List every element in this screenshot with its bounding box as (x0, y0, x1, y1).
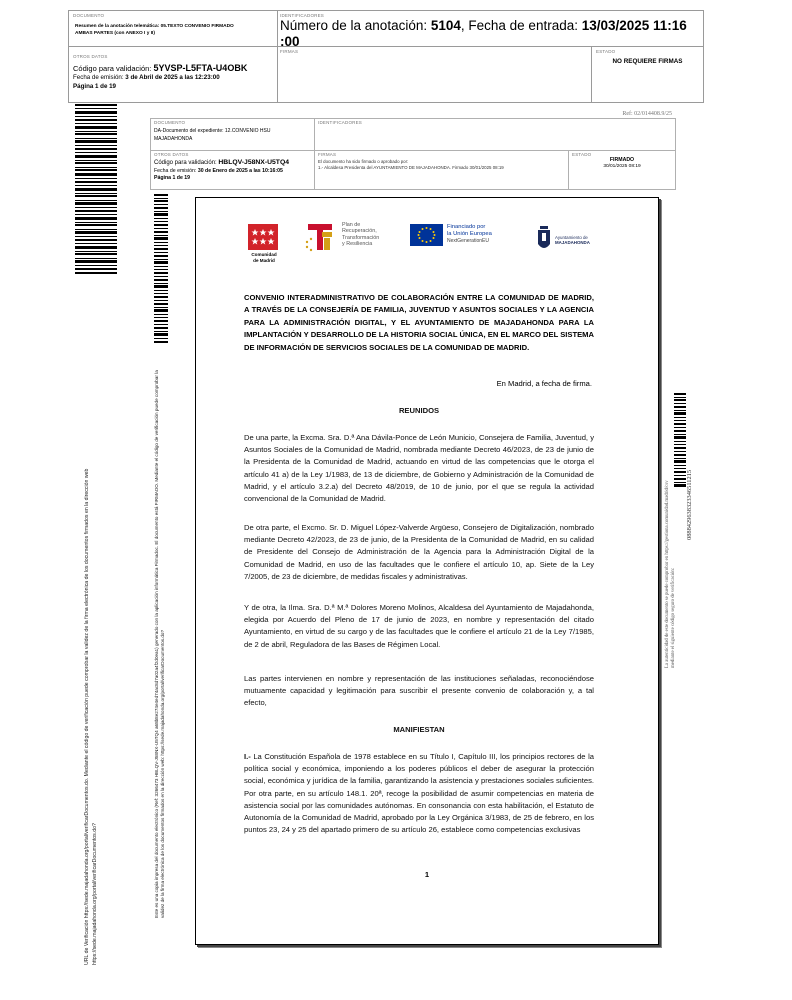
ayto-text (555, 235, 590, 245)
ident-date: 13/03/2025 11:16 (581, 18, 687, 33)
madrid-line1: Comunidad (251, 252, 277, 257)
inner-verification-text: Este es una copia impresa del documento electrónico (Ref: 3266473 HBLQV-J58NX-U5TQ4 a68b8e274e4ed74ac8d7a02a4f2d0ea1) generado con la aplicación informática Firmadoc. El documento está FIRMADO. Mediante el código de verificación puede comprobar la validez de la firma electrónica de los documentos firmados en la dirección web: https://sede.majadahonda.org/portal/verificarDocumentos.do? (154, 370, 165, 918)
eu-text (447, 224, 492, 245)
inner-codigo: HBLQV-J58NX-U5TQ4 (218, 159, 290, 166)
eu-line2: la Unión Europea (447, 231, 492, 237)
outer-codigo-line (73, 64, 278, 73)
inner-otros-label: OTROS DATOS (154, 152, 189, 157)
emision-prefix: Fecha de emisión: (73, 74, 126, 81)
madrid-logo (244, 224, 284, 268)
document-title: CONVENIO INTERADMINISTRATIVO DE COLABORACIÓN ENTRE LA COMUNIDAD DE MADRID, A TRAVÉS DE LA CONSEJERÍA DE FAMILIA, JUVENTUD Y ASUNTOS SOCIALES Y LA AGENCIA PARA LA ADMINISTRACIÓN DIGITAL, Y EL AYUNTAMIENTO DE MAJADAHONDA PARA LA IMPLANTACIÓN Y DESARROLLO DE LA HISTORIA SOCIAL ÚNICA, EN EL MARCO DEL SISTEMA DE INFORMACIÓN DE SERVICIOS SOCIALES DE LA COMUNIDAD DE MADRID. (244, 293, 594, 352)
paragraph-4: Las partes intervienen en nombre y representación de las instituciones señaladas, reconociéndose mutuamente capacidad y legitimación para suscribir el presente convenio de colaboración y, a tal efecto, (244, 674, 594, 708)
codigo-prefix: Código para validación: (73, 64, 154, 73)
paragraph-5 (244, 751, 594, 836)
page-number: 1 (424, 870, 430, 879)
outer-firmas-label: FIRMAS (280, 49, 299, 54)
inner-codigo-prefix: Código para validación: (154, 160, 219, 166)
inner-firmas-detail: 1.- Alcaldesa Presidenta del AYUNTAMIENTO DE MAJADAHONDA. Firmado 30/01/2025 08:19 (318, 165, 504, 170)
inner-ident-cell (314, 111, 676, 151)
prtr-line2: Recuperación, (342, 228, 377, 235)
outer-estado: NO REQUIERE FIRMAS (612, 58, 683, 65)
outer-estado-cell (591, 46, 704, 103)
madrid-flag-icon (248, 224, 278, 250)
outer-verification-url: URL de Verificación https://sede.majadahonda.org/portal/verificarDocumentos.do. Mediante el código de verificación puede comprobar la validez de la firma electrónica de los documentos firmados en la dirección web (84, 468, 90, 965)
prtr-line1: Plan de (342, 222, 361, 228)
place-date: En Madrid, a fecha de firma. (496, 379, 592, 388)
ayto-line2: MAJADAHONDA (555, 240, 590, 246)
inner-documento-cell (150, 118, 315, 151)
inner-emision-prefix: Fecha de emisión: (154, 167, 198, 174)
paragraph-2: De otra parte, el Excmo. Sr. D. Miguel López-Valverde Argüeso, Consejero de Digitalización, nombrado mediante Decreto 42/2023, de 23 de junio, de la Presidenta de la Comunidad de Madrid, en su calidad de Presidente del Consejo de Administración de la Agencia para la Administración Digital de la Comunidad de Madrid, en uso de las facultades que le confiere el artículo 10, ap. Siete de la Ley 7/2005, de 23 de diciembre, de medidas fiscales y administrativas. (244, 523, 594, 581)
inner-barcode (154, 194, 168, 344)
outer-pagina: Página 1 de 19 (73, 83, 116, 90)
ident-prefix: Número de la anotación: (280, 18, 431, 33)
document-page (195, 197, 659, 945)
eu-line3: NextGenerationEU (447, 238, 489, 244)
inner-codigo-line (154, 159, 316, 168)
outer-otros-label: OTROS DATOS (73, 54, 108, 59)
outer-documento-text: Resumen de la anotación telemática: 05.TEXTO CONVENIO FIRMADO AMBAS PARTES (con ANEXO I y II) (75, 24, 234, 36)
inner-otros-cell (150, 150, 315, 190)
right-barcode (674, 393, 686, 488)
prtr-line4: y Resiliencia (342, 241, 373, 248)
outer-emision: 3 de Abril de 2025 a las 12:23:00 (125, 74, 220, 81)
outer-firmas-cell (277, 46, 592, 103)
ident-number: 5104 (430, 18, 461, 33)
outer-otros-cell (68, 46, 278, 103)
inner-firmas-intro: El documento ha sido firmado o aprobado por: (318, 159, 409, 164)
ident-middle: , Fecha de entrada: (460, 18, 582, 33)
inner-emision: 30 de Enero de 2025 a las 10:16:05 (197, 167, 283, 174)
outer-codigo: 5YVSP-L5FTA-U4OBK (153, 63, 248, 73)
paragraph-5-lead: I.- (244, 752, 251, 761)
eu-flag-icon (410, 224, 443, 246)
inner-pagina: Página 1 de 19 (154, 175, 191, 182)
reunidos-heading: REUNIDOS (398, 406, 440, 415)
madrid-logo-text (244, 252, 284, 263)
prtr-emblem-icon (304, 220, 336, 254)
ayto-line1: Ayuntamiento de (555, 235, 588, 240)
manifiestan-heading: MANIFIESTAN (393, 725, 445, 734)
paragraph-3: Y de otra, la Ilma. Sra. D.ª M.ª Dolores Moreno Molinos, Alcaldesa del Ayuntamiento de Majadahonda, elegida por Acuerdo del Pleno de 17 de junio de 2023, en nombre y representación del citado Ayuntamiento, en virtud de su cargo y de las facultades que le confiere el artículo 21 de la Ley 7/1985, de 2 de abril, Reguladora de las Bases de Régimen Local. (244, 603, 594, 649)
inner-estado-cell (568, 150, 676, 190)
outer-documento-label: DOCUMENTO (73, 13, 105, 18)
outer-ident-label: IDENTIFICADORES (280, 13, 325, 18)
outer-verification-url-2: https://sede.majadahonda.org/portal/verificarDocumentos.do? (92, 823, 98, 965)
madrid-line2: de Madrid (253, 257, 275, 263)
inner-documento-text: DA-Documento del expediente: 12.CONVENIO HSU MAJADAHONDA (154, 128, 271, 142)
eu-logo (410, 224, 520, 254)
outer-ident-cell (277, 10, 704, 47)
prtr-line3: Transformación (342, 234, 380, 241)
paragraph-5-text: La Constitución Española de 1978 establece en su Título I, Capítulo III, los principios rectores de la política social y económica, imponiendo a los poderes públicos el deber de asegurar la protección social, económica y jurídica de la familia, garantizando la asistencia y prestaciones sociales suficientes. Por otra parte, en su artículo 148.1. 20ª, recoge la posibilidad de asumir competencias en materia de asistencia social por las comunidades autónomas. En consonancia con esta habilitación, el Estatuto de Autonomía de la Comunidad de Madrid, aprobado por la Ley Orgánica 3/1983, de 25 de febrero, en los puntos 23, 24 y 25 del apartado primero de su artículo 26, establece como competencias exclusivas (244, 752, 594, 835)
outer-barcode (75, 104, 117, 274)
right-csv-text: La autenticidad de este documento se puede comprobar en https://gestiona.comunidad.madrid/csv mediante el siguiente código seguro de verificación: (665, 480, 676, 668)
right-csv-code: 0888429638323346511215 (686, 469, 693, 540)
prtr-text (342, 222, 379, 248)
inner-estado-date: 30/01/2025 08:19 (603, 164, 641, 169)
ident-date-cont: :00 (280, 34, 300, 49)
inner-firmas-label: FIRMAS (318, 152, 337, 157)
ayto-shield-icon (536, 224, 552, 254)
inner-documento-label: DOCUMENTO (154, 120, 186, 125)
inner-ref: Ref: 02/014408.9/25 (622, 111, 672, 117)
inner-ident-label: IDENTIFICADORES (318, 120, 363, 125)
eu-line1: Financiado por (447, 224, 486, 230)
paragraph-1: De una parte, la Excma. Sra. D.ª Ana Dávila-Ponce de León Municio, Consejera de Familia, Juventud, y Asuntos Sociales de la Comunidad de Madrid, nombrada mediante Decreto 46/2023, de 23 de junio de la Presidenta de la Comunidad de Madrid, actuando en virtud de las competencias que le otorga el artículo 41 a) de la Ley 1/1983, de 13 de diciembre, de Gobierno y Administración de la Comunidad de Madrid, y el artículo 3.2.a) del Decreto 48/2019, de 10 de junio, por el que se regula la actividad convencional de la Comunidad de Madrid. (244, 433, 594, 504)
prtr-logo (304, 220, 394, 258)
outer-documento-cell (68, 10, 278, 47)
inner-firmas-cell (314, 150, 569, 190)
outer-estado-label: ESTADO (596, 49, 616, 54)
inner-estado-label: ESTADO (572, 152, 592, 157)
ayto-logo (536, 224, 616, 258)
inner-emision-line (154, 168, 316, 176)
inner-estado: FIRMADO (609, 157, 635, 163)
outer-emision-line (73, 73, 278, 82)
